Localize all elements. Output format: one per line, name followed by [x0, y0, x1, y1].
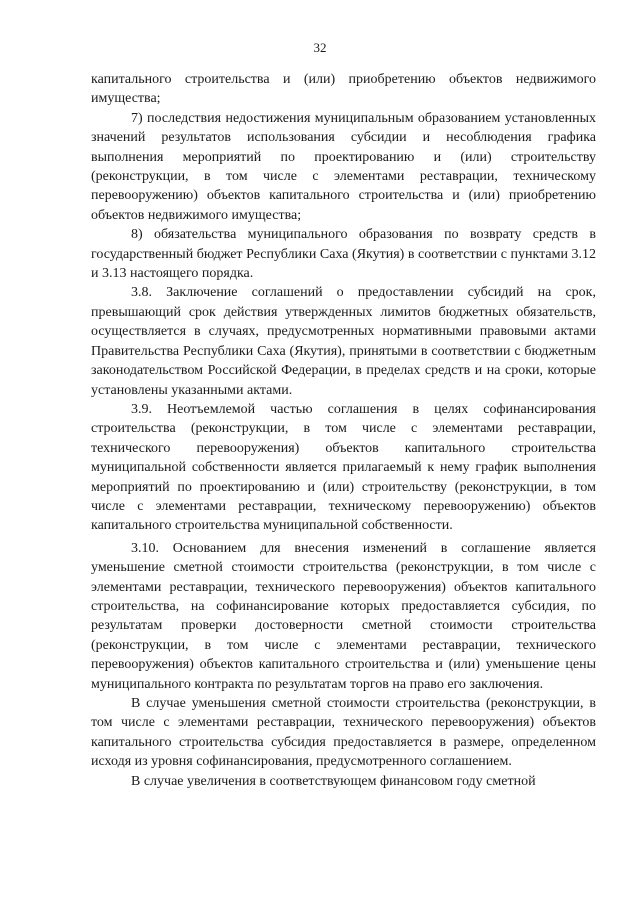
paragraph-clause-3-8: 3.8. Заключение соглашений о предоставлении субсидий на срок, превышающий срок действия утвержденных лимитов бюджетных обязательств, осуществляется в случаях, предусмотренных нормативными правовыми актами Правительства Республики Саха (Якутия), принятыми в соответствии с бюджетным законодательством Российской Федерации, в пределах средств и на сроки, которые установлены указанными актами.	[91, 285, 596, 398]
paragraph-continuation: капитального строительства и (или) приобретению объектов недвижимого имущества;	[91, 72, 596, 107]
paragraph-item-7: 7) последствия недостижения муниципальным образованием установленных значений результатов использования субсидии и несоблюдения графика выполнения мероприятий по проектированию и (или) строительству (реконструкции, в том числе с элементами реставрации, техническому перевооружению) объектов капитального строительства и (или) приобретению объектов недвижимого имущества;	[91, 110, 596, 223]
paragraph-item-8: 8) обязательства муниципального образования по возврату средств в государственный бюджет Республики Саха (Якутия) в соответствии с пунктами 3.12 и 3.13 настоящего порядка.	[91, 227, 596, 282]
page-number: 32	[313, 40, 327, 55]
document-body	[91, 70, 596, 791]
paragraph-clause-3-9: 3.9. Неотъемлемой частью соглашения в целях софинансирования строительства (реконструкции, в том числе с элементами реставрации, технического перевооружения) объектов капитального строительства муниципальной собственности является прилагаемый к нему график выполнения мероприятий по проектированию и (или) строительству (реконструкции, в том числе с элементами реставрации, техническому перевооружению) объектов капитального строительства муниципальной собственности.	[91, 401, 596, 534]
paragraph-decrease-case: В случае уменьшения сметной стоимости строительства (реконструкции, в том числе с элементами реставрации, технического перевооружения) объектов капитального строительства субсидия предоставляется в размере, определенном исходя из уровня софинансирования, предусмотренного соглашением.	[91, 696, 596, 770]
paragraph-increase-case: В случае увеличения в соответствующем финансовом году сметной	[131, 773, 536, 789]
paragraph-clause-3-10: 3.10. Основанием для внесения изменений в соглашение является уменьшение сметной стоимости строительства (реконструкции, в том числе с элементами реставрации, технического перевооружения) объектов капитального строительства, на софинансирование которых предоставляется субсидия, по результатам проверки достоверности сметной стоимости строительства (реконструкции, в том числе с элементами реставрации, технического перевооружения) объектов капитального строительства и (или) уменьшение цены муниципального контракта по результатам торгов на право его заключения.	[91, 540, 596, 692]
